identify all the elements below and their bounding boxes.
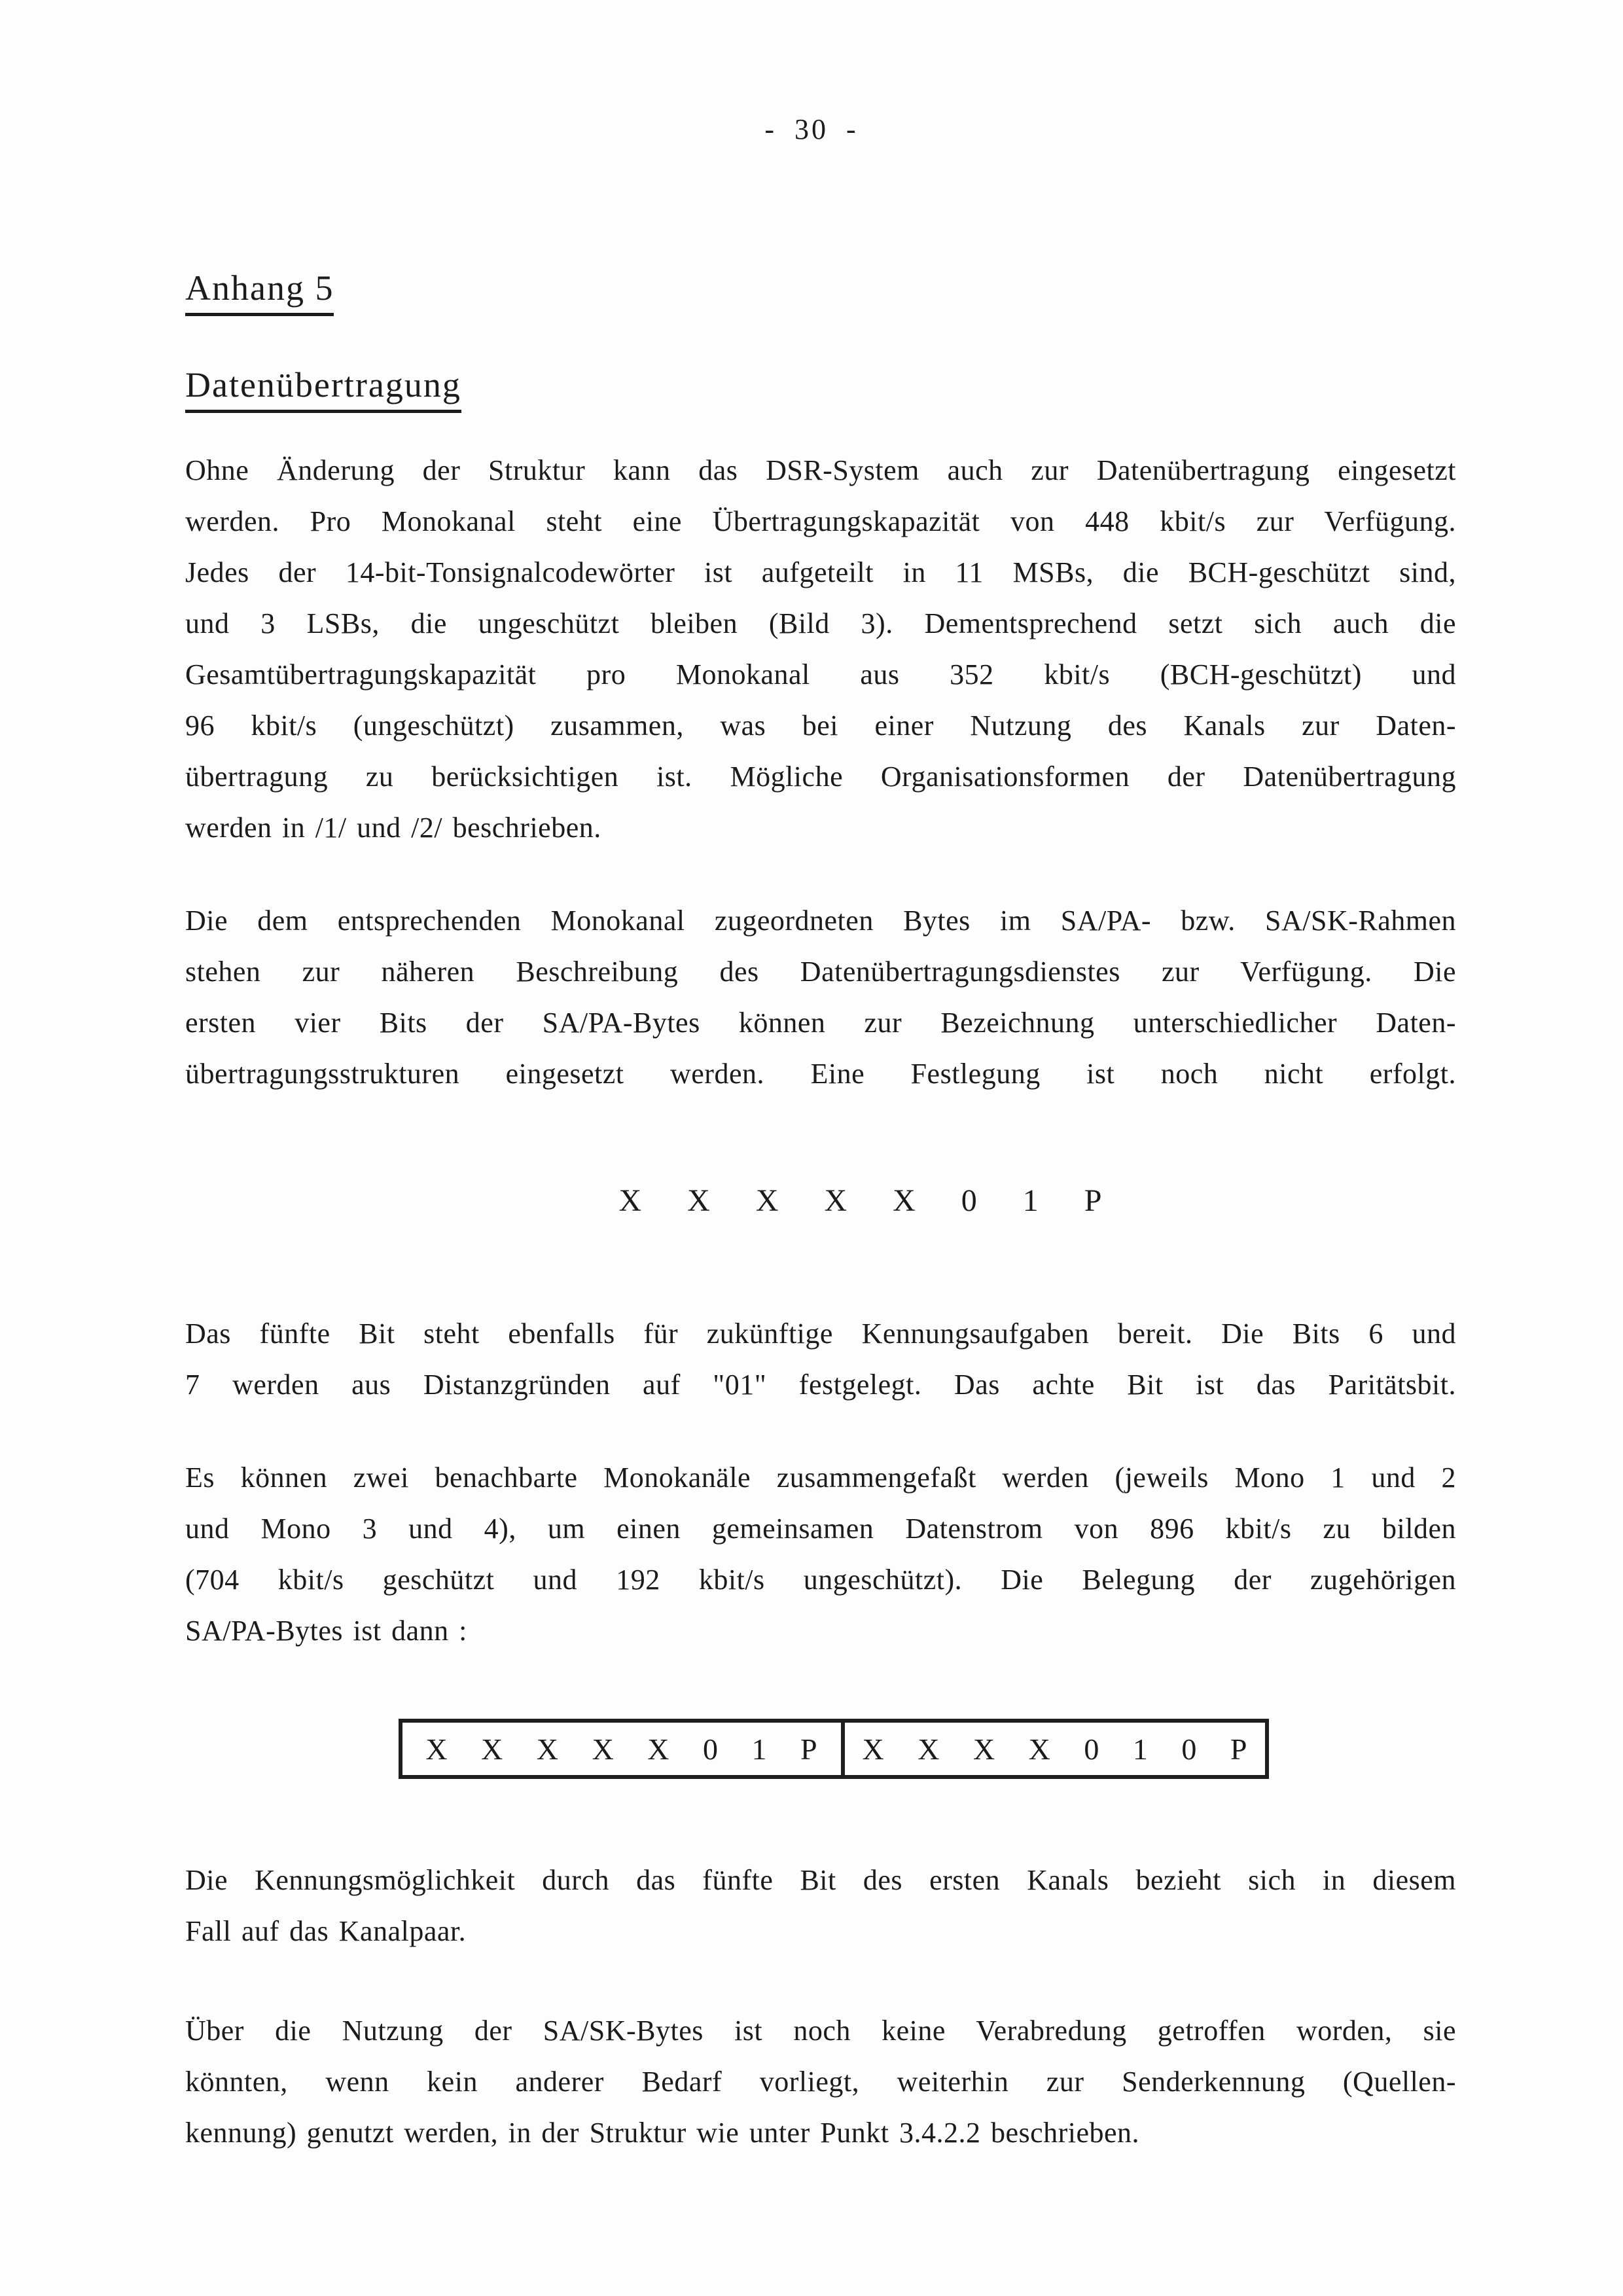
- text-line: kennung) genutzt werden, in der Struktur wie unter Punkt 3.4.2.2 beschrieben.: [185, 2117, 1140, 2149]
- text-line: 7 werden aus Distanzgründen auf "01" festgelegt. Das achte Bit ist das Paritätsbit.: [185, 1369, 1456, 1401]
- text-line: Gesamtübertragungskapazität pro Monokanal aus 352 kbit/s (BCH-geschützt) und: [185, 658, 1456, 691]
- text-line: werden in /1/ und /2/ beschrieben.: [185, 812, 601, 844]
- paragraph-sapa-bytes: [185, 895, 1456, 1100]
- text-line: und 3 LSBs, die ungeschützt bleiben (Bild 3). Dementsprechend setzt sich auch die: [185, 607, 1456, 639]
- paragraph-identification: [185, 1855, 1456, 1957]
- text-line: übertragungsstrukturen eingesetzt werden. Eine Festlegung ist noch nicht erfolgt.: [185, 1058, 1456, 1090]
- byte-cell-mono-1-2: X X X X X 0 1 P: [402, 1723, 845, 1775]
- paragraph-sask-usage: [185, 2005, 1456, 2159]
- text-line: könnten, wenn kein anderer Bedarf vorliegt, weiterhin zur Senderkennung (Quellen-: [185, 2066, 1456, 2098]
- byte-cell-mono-3-4: X X X X 0 1 0 P: [862, 1732, 1248, 1766]
- text-line: Die dem entsprechenden Monokanal zugeordneten Bytes im SA/PA- bzw. SA/SK-Rahmen: [185, 905, 1456, 937]
- text-line: übertragung zu berücksichtigen ist. Mögliche Organisationsformen der Datenübertragung: [185, 761, 1456, 793]
- section-heading: [185, 364, 461, 413]
- section-heading-text: Datenübertragung: [185, 364, 461, 413]
- paragraph-channel-pairing: [185, 1452, 1456, 1657]
- page-number: - 30 -: [764, 113, 859, 145]
- byte-structure-pair-table: [399, 1719, 1269, 1779]
- text-line: Die Kennungsmöglichkeit durch das fünfte Bit des ersten Kanals bezieht sich in diesem: [185, 1864, 1456, 1896]
- byte-structure-single-row: X X X X X 0 1 P: [618, 1183, 1103, 1218]
- text-line: Das fünfte Bit steht ebenfalls für zukünftige Kennungsaufgaben bereit. Die Bits 6 und: [185, 1318, 1456, 1350]
- text-line: und Mono 3 und 4), um einen gemeinsamen Datenstrom von 896 kbit/s zu bilden: [185, 1513, 1456, 1545]
- appendix-heading: [185, 267, 334, 316]
- text-line: Es können zwei benachbarte Monokanäle zusammengefaßt werden (jeweils Mono 1 und 2: [185, 1462, 1456, 1494]
- text-line: SA/PA-Bytes ist dann :: [185, 1615, 467, 1647]
- text-line: Fall auf das Kanalpaar.: [185, 1915, 467, 1947]
- text-line: Über die Nutzung der SA/SK-Bytes ist noch keine Verabredung getroffen worden, sie: [185, 2015, 1456, 2047]
- paragraph-fifth-bit: [185, 1308, 1456, 1410]
- text-line: stehen zur näheren Beschreibung des Datenübertragungsdienstes zur Verfügung. Die: [185, 956, 1456, 988]
- text-line: ersten vier Bits der SA/PA-Bytes können zur Bezeichnung unterschiedlicher Daten-: [185, 1007, 1456, 1039]
- appendix-heading-text: Anhang 5: [185, 267, 334, 316]
- text-line: werden. Pro Monokanal steht eine Übertragungskapazität von 448 kbit/s zur Verfügung.: [185, 505, 1456, 537]
- text-line: Ohne Änderung der Struktur kann das DSR-System auch zur Datenübertragung eingesetzt: [185, 454, 1456, 486]
- text-line: (704 kbit/s geschützt und 192 kbit/s ungeschützt). Die Belegung der zugehörigen: [185, 1564, 1456, 1596]
- text-line: Jedes der 14-bit-Tonsignalcodewörter ist aufgeteilt in 11 MSBs, die BCH-geschützt sind,: [185, 556, 1456, 588]
- paragraph-capacity-overview: [185, 445, 1456, 853]
- text-line: 96 kbit/s (ungeschützt) zusammen, was bei einer Nutzung des Kanals zur Daten-: [185, 709, 1456, 742]
